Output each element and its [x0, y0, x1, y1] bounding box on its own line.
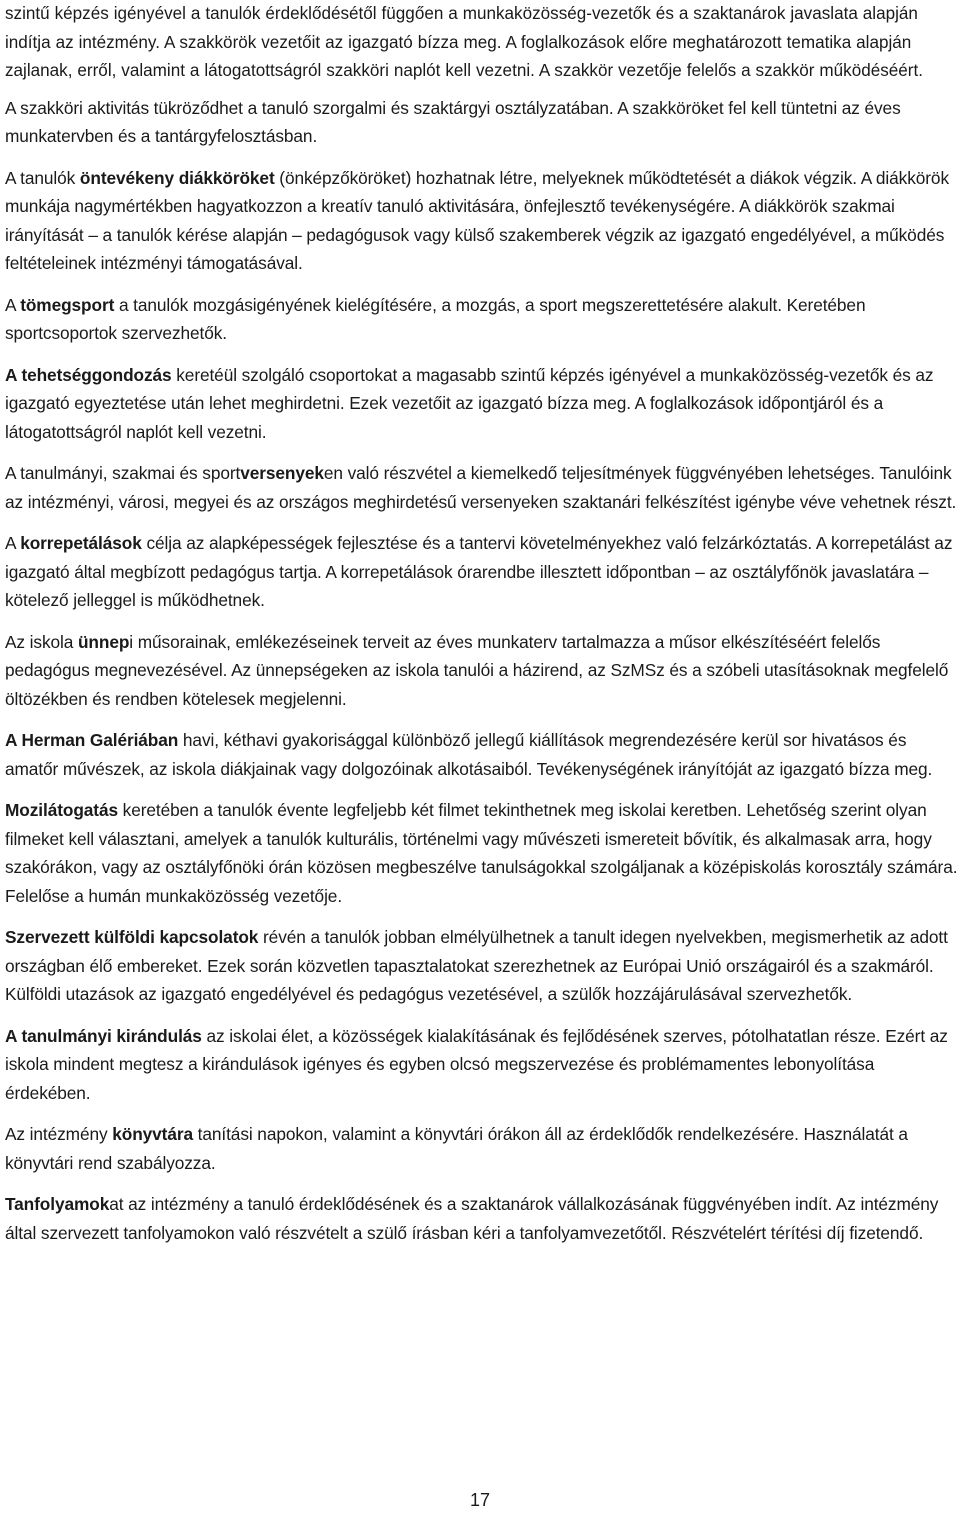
- page-number: 17: [469, 1490, 491, 1510]
- text-run: keretéül szolgáló csoportokat a magasabb szintű képzés igényével a munkaközösség-vezetők és az igazgató egyeztetése után lehet meghirdetni. Ezek vezetőit az igazgató bízza meg. A foglalkozások időpontjáról és a látogatottságról naplót kell vezetni.: [5, 364, 934, 442]
- paragraph-tehetseggondozas: [5, 361, 960, 447]
- paragraph-szakkorok-continued: [5, 0, 960, 86]
- text-run: révén a tanulók jobban elmélyülhetnek a tanult idegen nyelvekben, megismerhetik az adott országban élő embereket. Ezek során közvetlen tapasztalatokat szerezhetnek az Európai Unió országairól és a szakmáról. Külföldi utazások az igazgató engedélyével és pedagógus vezetésével, a szülők hozzájárulásával szervezhetők.: [5, 927, 948, 1004]
- bold-term: tömegsport: [20, 294, 115, 315]
- paragraph-tanfolyamok: [5, 1190, 960, 1247]
- bold-term: versenyek: [240, 463, 324, 483]
- text-run: A tanulmányi, szakmai és sport: [5, 463, 241, 483]
- paragraph-versenyek: [5, 459, 960, 516]
- text-run: Az iskola: [5, 631, 78, 652]
- text-run: A tanulók: [5, 167, 80, 188]
- text-run: Az intézmény: [5, 1124, 113, 1144]
- paragraph-tomegsport: [5, 291, 960, 348]
- paragraph-tanulmanyi-kirandulas: [5, 1022, 960, 1108]
- text-run: havi, kéthavi gyakorisággal különböző jellegű kiállítások megrendezésére kerül sor hivatásos és amatőr művészek, az iskola diákjainak vagy dolgozóinak alkotásaiból. Tevékenységének irányítóját az igazgató bízza meg.: [5, 730, 933, 779]
- text-run: A: [5, 294, 21, 315]
- text-run: A szakköri aktivitás tükröződhet a tanuló szorgalmi és szaktárgyi osztályzatában. A szakköröket fel kell tüntetni az éves munkatervben és a tantárgyfelosztásban.: [5, 97, 901, 146]
- bold-term: Tanfolyamok: [5, 1194, 110, 1214]
- bold-term: öntevékeny diákköröket: [79, 167, 275, 188]
- paragraph-kulfoldi-kapcsolatok: [5, 923, 960, 1009]
- paragraph-unnepek: [5, 628, 960, 714]
- text-run: a tanulók mozgásigényének kielégítésére, a mozgás, a sport megszerettetésére alakult. Keretében sportcsoportok szervezhetők.: [5, 294, 866, 343]
- document-body: [5, 0, 960, 1260]
- bold-term: A tehetséggondozás: [5, 364, 172, 385]
- paragraph-konyvtar: [5, 1120, 960, 1177]
- text-run: at az intézmény a tanuló érdeklődésének és a szaktanárok vállalkozásának függvényében indít. Az intézmény által szervezett tanfolyamokon való részvételt a szülő írásban kéri a tanfolyamvezetőtől. Részvételért térítési díj fizetendő.: [5, 1194, 939, 1243]
- paragraph-szakkori-aktivitas: [5, 94, 960, 151]
- text-run: az iskolai élet, a közösségek kialakításának és fejlődésének szerves, pótolhatatlan része. Ezért az iskola mindent megtesz a kirándulások igényes és egyben olcsó megszervezése és problémamentes lebonyolítása érdekében.: [5, 1025, 948, 1103]
- text-run: i műsorainak, emlékezéseinek terveit az éves munkaterv tartalmazza a műsor elkészítéséért felelős pedagógus megnevezésével. Az ünnepségeken az iskola tanulói a házirend, az SzMSz és a szóbeli utasításoknak megfelelő öltözékben és rendben kötelesek megjelenni.: [5, 631, 949, 709]
- bold-term: ünnep: [77, 631, 130, 652]
- text-run: szintű képzés igényével a tanulók érdeklődésétől függően a munkaközösség-vezetők és a szaktanárok javaslata alapján indítja az intézmény. A szakkörök vezetőit az igazgató bízza meg. A foglalkozások előre meghatározott tematika alapján zajlanak, erről, valamint a látogatottságról szakköri naplót kell vezetni. A szakkör vezetője felelős a szakkör működéséért.: [5, 4, 923, 80]
- bold-term: korrepetálások: [20, 533, 142, 553]
- bold-term: A Herman Galériában: [5, 730, 179, 750]
- bold-term: A tanulmányi kirándulás: [5, 1025, 202, 1046]
- text-run: en való részvétel a kiemelkedő teljesítmények függvényében lehetséges. Tanulóink az intézményi, városi, megyei és az országos meghirdetésű versenyeken szaktanári felkészítést igénybe véve vehetnek részt.: [5, 463, 957, 512]
- paragraph-korrepetalasok: [5, 529, 960, 615]
- bold-term: Mozilátogatás: [5, 800, 118, 820]
- text-run: keretében a tanulók évente legfeljebb két filmet tekinthetnek meg iskolai keretben. Lehetőség szerint olyan filmeket kell választani, amelyek a tanulók kulturális, történelmi vagy művészeti ismereteit bővítik, és alkalmasak arra, hogy szakórákon, vagy az osztályfőnöki órán közösen megbeszélve tanulságokkal szolgáljanak a középiskolás korosztály számára. Felelőse a humán munkaközösség vezetője.: [5, 800, 958, 906]
- paragraph-mozilatogatas: [5, 796, 960, 910]
- bold-term: Szervezett külföldi kapcsolatok: [5, 927, 259, 947]
- paragraph-diakkorok: [5, 164, 960, 278]
- paragraph-herman-galeria: [5, 726, 960, 783]
- text-run: célja az alapképességek fejlesztése és a tantervi követelményekhez való felzárkóztatás. A korrepetálást az igazgató által megbízott pedagógus tartja. A korrepetálások órarendbe illesztett időpontban – az osztályfőnök javaslatára – kötelező jelleggel is működhetnek.: [5, 533, 953, 610]
- text-run: tanítási napokon, valamint a könyvtári órákon áll az érdeklődők rendelkezésére. Használatát a könyvtári rend szabályozza.: [5, 1124, 908, 1173]
- text-run: (önképzőköröket) hozhatnak létre, melyeknek működtetését a diákok végzik. A diákkörök munkája nagymértékben hagyatkozzon a kreatív tanuló aktivitására, önfejlesztő tevékenységére. A diákkörök szakmai irányítását – a tanulók kérése alapján – pedagógusok vagy külső szakemberek végzik az igazgató engedélyével, a működés feltételeinek intézményi támogatásával.: [5, 167, 949, 273]
- text-run: A: [5, 533, 21, 553]
- bold-term: könyvtára: [112, 1124, 193, 1144]
